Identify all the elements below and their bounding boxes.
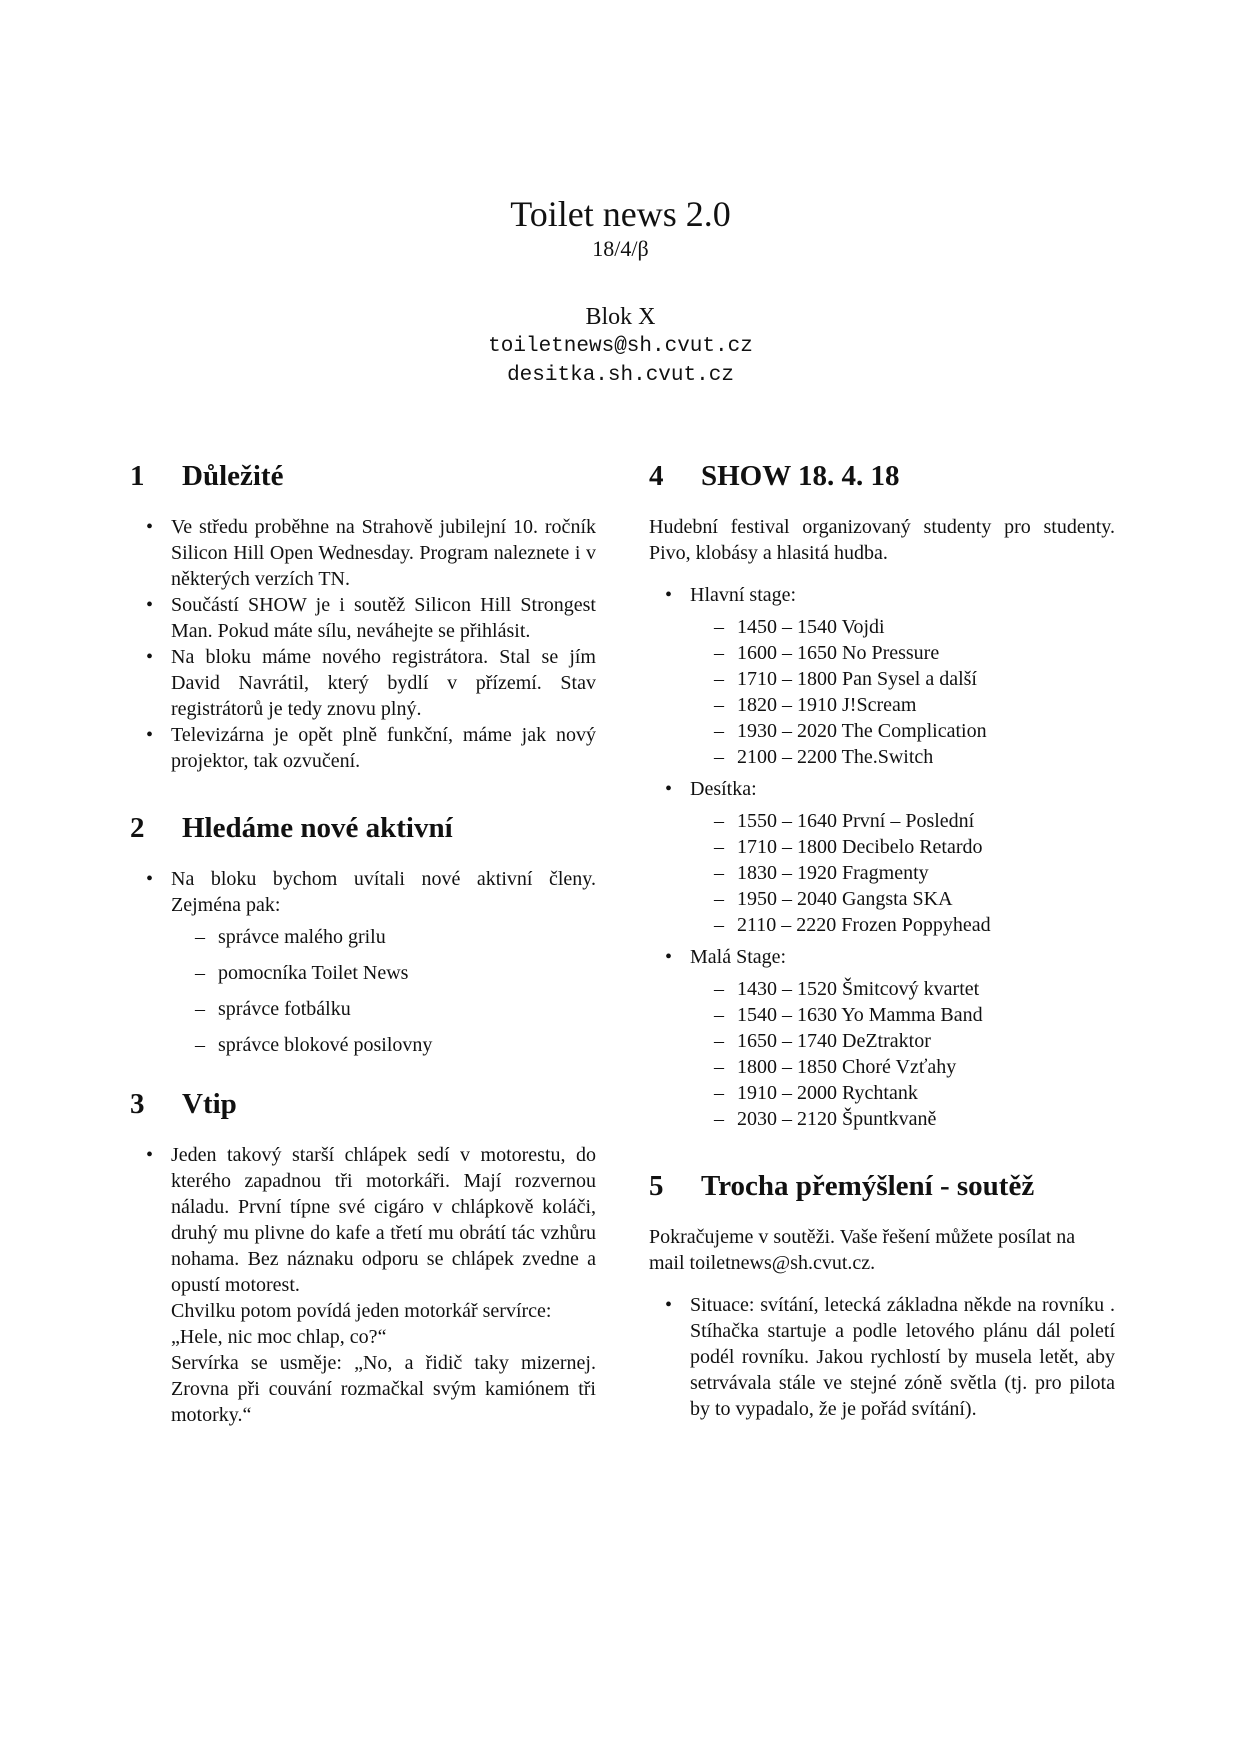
stage-item xyxy=(649,582,1115,770)
slot-list xyxy=(690,976,1115,1132)
section-title: Hledáme nové aktivní xyxy=(182,812,453,844)
block-name: Blok X xyxy=(585,304,656,330)
section-show xyxy=(649,458,1115,1132)
section-title: Trocha přemýšlení - soutěž xyxy=(701,1170,1035,1202)
slot-item: – 1710 – 1800 Decibelo Retardo xyxy=(690,834,1115,860)
section-joke xyxy=(130,1086,596,1428)
stage-name: Hlavní stage: xyxy=(690,584,797,606)
slot-item: – 1950 – 2040 Gangsta SKA xyxy=(690,886,1115,912)
slot-item: – 1820 – 1910 J!Scream xyxy=(690,692,1115,718)
slot-item: – 1910 – 2000 Rychtank xyxy=(690,1080,1115,1106)
list-item: • Součástí SHOW je i soutěž Silicon Hill Strongest Man. Pokud máte sílu, neváhejte se přihlásit. xyxy=(130,592,596,644)
list-item: • Ve středu proběhne na Strahově jubilejní 10. ročník Silicon Hill Open Wednesday. Program naleznete i v některých verzích TN. xyxy=(130,514,596,592)
recruit-list xyxy=(130,866,596,1058)
role-item: – správce fotbálku xyxy=(171,996,596,1022)
section-number: 5 xyxy=(649,1170,664,1202)
slot-item: – 1710 – 1800 Pan Sysel a další xyxy=(690,666,1115,692)
section-heading xyxy=(130,1086,596,1122)
slot-item: – 1540 – 1630 Yo Mamma Band xyxy=(690,1002,1115,1028)
section-number: 1 xyxy=(130,460,145,492)
list-item: • Televizárna je opět plně funkční, máme jak nový projektor, tak ozvučení. xyxy=(130,722,596,774)
section-number: 2 xyxy=(130,812,145,844)
joke-item xyxy=(130,1142,596,1428)
slot-list xyxy=(690,614,1115,770)
section-heading xyxy=(130,810,596,846)
slot-item: – 2030 – 2120 Špuntkvaně xyxy=(690,1106,1115,1132)
list-item: • Na bloku máme nového registrátora. Stal se jím David Navrátil, který bydlí v přízemí. Stav registrátorů je tedy znovu plný. xyxy=(130,644,596,722)
role-item: – pomocníka Toilet News xyxy=(171,960,596,986)
slot-list xyxy=(690,808,1115,938)
section-number: 4 xyxy=(649,460,664,492)
stage-name: Malá Stage: xyxy=(690,946,787,968)
stage-name: Desítka: xyxy=(690,778,757,800)
list-item: • Situace: svítání, letecká základna někde na rovníku . Stíhačka startuje a podle letového plánu dál poletí podél rovníku. Jakou rychlostí by musela letět, aby setrvávala stále ve stejné zóně světla (tj. pro pilota by to vypadalo, že je pořád svítání). xyxy=(649,1292,1115,1422)
section-looking-for-active xyxy=(130,810,596,1058)
slot-item: – 1430 – 1520 Šmitcový kvartet xyxy=(690,976,1115,1002)
puzzle-list xyxy=(649,1292,1115,1422)
slot-item: – 1830 – 1920 Fragmenty xyxy=(690,860,1115,886)
section-puzzle xyxy=(649,1168,1115,1422)
section-number: 3 xyxy=(130,1088,145,1120)
stage-item xyxy=(649,776,1115,938)
joke-line: • Jeden takový starší chlápek sedí v motorestu, do kterého zapadnou tři motorkáři. Mají rozvernou náladu. První típne své cigáro v chlápkově koláči, druhý mu plivne do kafe a třetí mu obrátí tác vzhůru nohama. Bez náznaku odporu se chlápek zvedne a opustí motorest. xyxy=(171,1144,596,1296)
stage-item xyxy=(649,944,1115,1132)
recruit-intro: Na bloku bychom uvítali nové aktivní členy. Zejména pak: xyxy=(171,868,596,916)
list-item xyxy=(130,866,596,1058)
show-intro: Hudební festival organizovaný studenty pro studenty. Pivo, klobásy a hlasitá hudba. xyxy=(649,516,1115,564)
slot-item: – 1930 – 2020 The Complication xyxy=(690,718,1115,744)
title-block xyxy=(0,192,1241,390)
issue-number: 18/4/β xyxy=(592,236,649,261)
slot-item: – 1650 – 1740 DeZtraktor xyxy=(690,1028,1115,1054)
section-title: Důležité xyxy=(182,460,284,492)
slot-item: – 1550 – 1640 První – Poslední xyxy=(690,808,1115,834)
role-item: – správce malého grilu xyxy=(171,924,596,950)
section-important xyxy=(130,458,596,774)
role-list xyxy=(171,924,596,1058)
role-item: – správce blokové posilovny xyxy=(171,1032,596,1058)
slot-item: – 2100 – 2200 The.Switch xyxy=(690,744,1115,770)
joke-list xyxy=(130,1142,596,1428)
section-title: SHOW 18. 4. 18 xyxy=(701,460,900,492)
contact-email[interactable]: toiletnews@sh.cvut.cz xyxy=(488,335,753,358)
slot-item: – 1800 – 1850 Choré Vzťahy xyxy=(690,1054,1115,1080)
slot-item: – 1600 – 1650 No Pressure xyxy=(690,640,1115,666)
right-column xyxy=(649,458,1115,1422)
section-heading xyxy=(130,458,596,494)
important-list xyxy=(130,514,596,774)
left-column xyxy=(130,458,596,1428)
section-title: Vtip xyxy=(182,1088,237,1120)
section-heading xyxy=(649,1168,1115,1204)
joke-line: Chvilku potom povídá jeden motorkář servírce: „Hele, nic moc chlap, co?“ xyxy=(171,1300,552,1348)
joke-line: Servírka se usměje: „No, a řidič taky mizernej. Zrovna při couvání rozmačkal svým kamiónem tři motorky.“ xyxy=(171,1352,596,1426)
section-heading xyxy=(649,458,1115,494)
stage-list xyxy=(649,582,1115,1132)
newsletter-title: Toilet news 2.0 xyxy=(510,194,731,234)
puzzle-intro: Pokračujeme v soutěži. Vaše řešení můžete posílat na mail toiletnews@sh.cvut.cz. xyxy=(649,1226,1076,1274)
contact-web[interactable]: desitka.sh.cvut.cz xyxy=(507,364,734,387)
slot-item: – 2110 – 2220 Frozen Poppyhead xyxy=(690,912,1115,938)
slot-item: – 1450 – 1540 Vojdi xyxy=(690,614,1115,640)
